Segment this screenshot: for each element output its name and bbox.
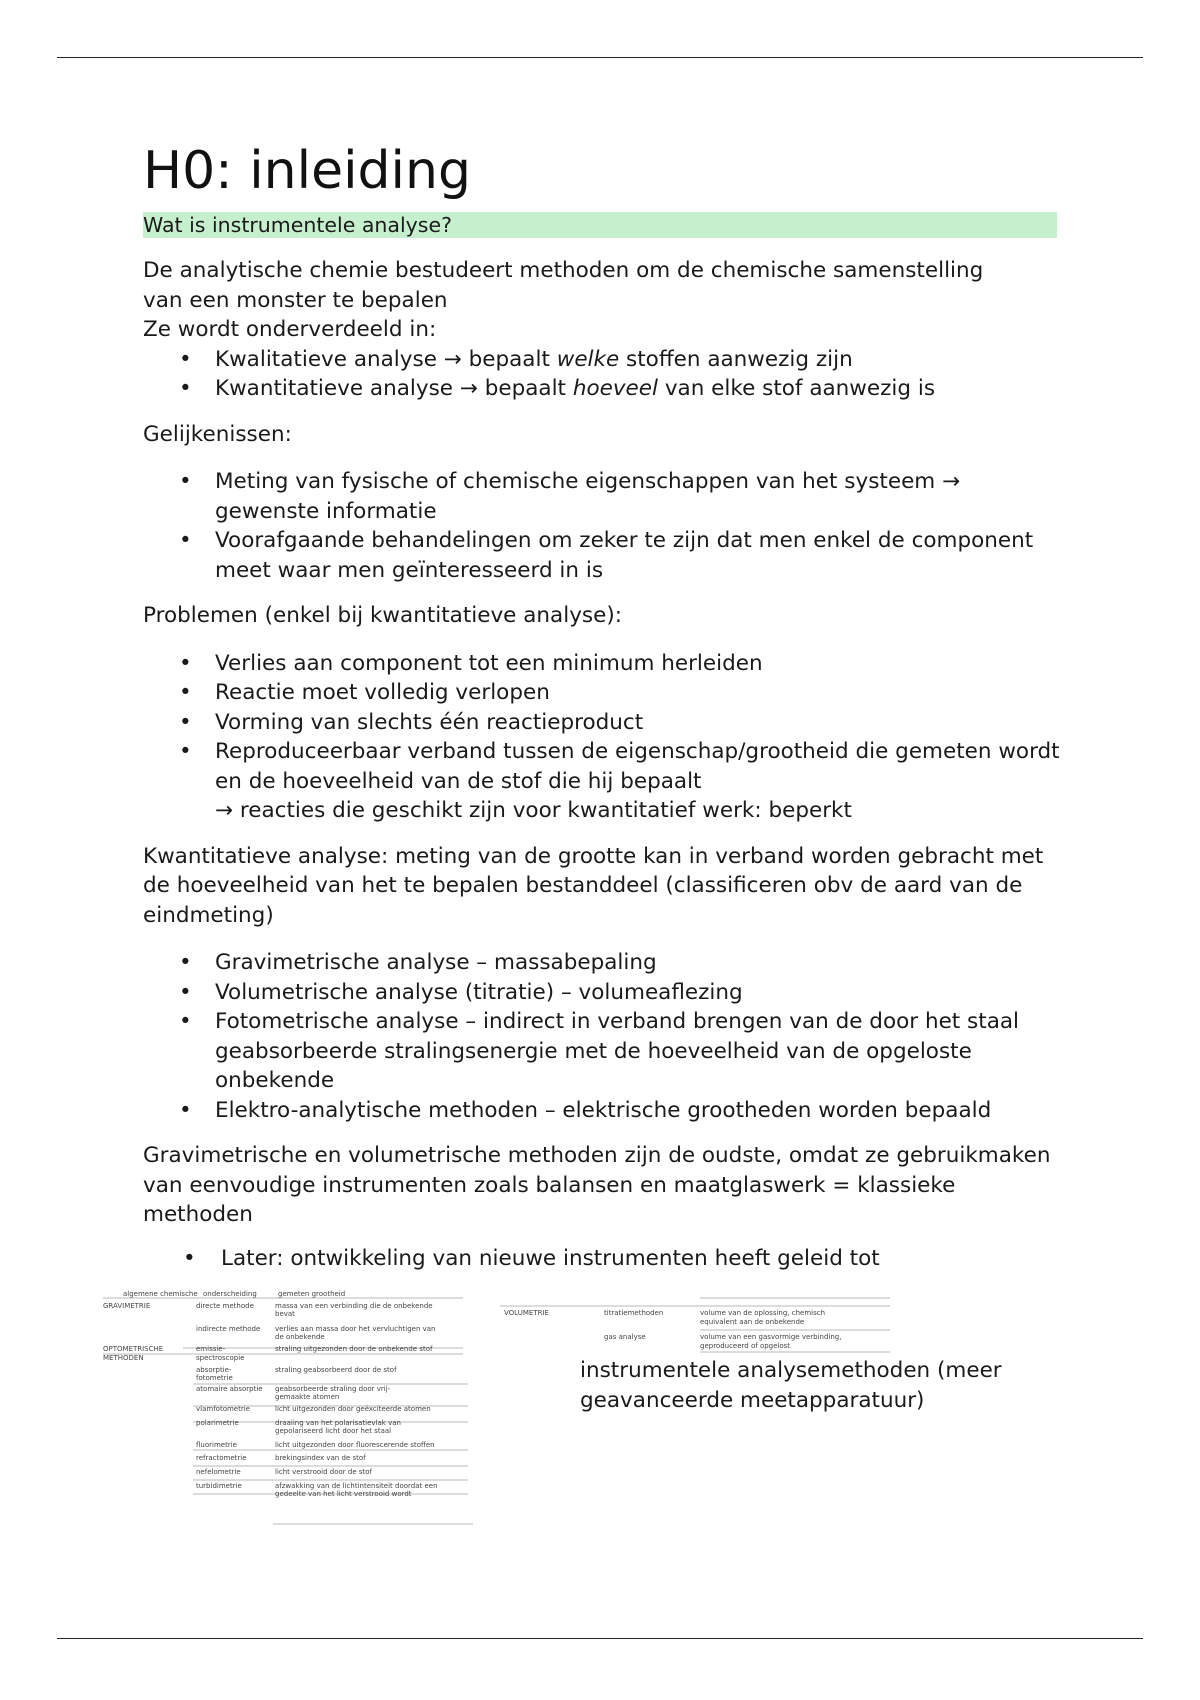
scan-description: brekingsindex van de stof (275, 1454, 366, 1462)
problem-followup: → reacties die geschikt zijn voor kwantitatief werk: beperkt (215, 798, 852, 823)
intro-line-2: van een monster te bepalen (143, 287, 448, 313)
list-item: • Reactie moet volledig verlopen (215, 678, 1063, 708)
scan-method-label: fotometrie (196, 1374, 233, 1382)
list-item: • Fotometrische analyse – indirect in verband brengen van de door het staal geabsorbeerde stralingsenergie met de hoeveelheid van de opgeloste onbekende (215, 1007, 1063, 1096)
list-item: • Vorming van slechts één reactieproduct (215, 708, 1063, 738)
scan-method-label: absorptie- (196, 1366, 232, 1374)
scan-description: licht uitgezonden door fluorescerende stoffen (275, 1441, 435, 1449)
scan-description: draaiing van het polarisatievlak van (275, 1419, 401, 1427)
scan-group-label: VOLUMETRIE (504, 1309, 549, 1317)
list-item: • Volumetrische analyse (titratie) – volumeaflezing (215, 978, 1063, 1008)
scan-method-label: vlamfotometrie (196, 1405, 250, 1413)
intro-line-3: Ze wordt onderverdeeld in: (143, 317, 437, 342)
scan-description: gemaakte atomen (275, 1393, 340, 1401)
scan-method-label: emissie- (196, 1345, 226, 1353)
similarities-heading: Gelijkenissen: (143, 421, 292, 447)
scan-description: verlies aan massa door het vervluchtigen van (275, 1325, 436, 1333)
list-item: • Kwalitatieve analyse → bepaalt welke stoffen aanwezig zijn (215, 345, 1063, 375)
scanned-table-left (103, 1288, 483, 1528)
list-item: • Gravimetrische analyse – massabepaling (215, 948, 1063, 978)
scan-method-label: polarimetrie (196, 1419, 239, 1427)
scan-right-lines (500, 1298, 890, 1352)
scan-description: licht uitgezonden door geëxciteerde atomen (275, 1405, 431, 1413)
classic-paragraph: Gravimetrische en volumetrische methoden zijn de oudste, omdat ze gebruikmaken van eenvoudige instrumenten zoals balansen en maatglaswerk = klassieke methoden (143, 1143, 1051, 1227)
scan-description: massa van een verbinding die de onbekende (275, 1302, 433, 1310)
scan-method-label: titratiemethoden (604, 1309, 664, 1317)
scan-description: gepolariseerd licht door het staal (275, 1427, 392, 1435)
list-item: • Reproduceerbaar verband tussen de eigenschap/grootheid die gemeten wordt en de hoeveelheid van de stof die hij bepaalt → reacties die geschikt zijn voor kwantitatief werk: beperkt (215, 737, 1063, 826)
scanned-table-right (500, 1294, 895, 1356)
scan-method-label: indirecte methode (196, 1325, 261, 1333)
scan-method-label: turbidimetrie (196, 1482, 242, 1490)
scan-method-label: refractometrie (196, 1454, 247, 1462)
list-item: • Kwantitatieve analyse → bepaalt hoeveel van elke stof aanwezig is (215, 374, 1063, 404)
scan-description: straling uitgezonden door de onbekende stof (275, 1345, 433, 1353)
page-title: H0: inleiding (143, 141, 471, 201)
scan-method-label: fluorimetrie (196, 1441, 237, 1449)
scan-description: volume van de oplossing, chemisch (700, 1309, 826, 1317)
scan-description: afzwakking van de lichtintensiteit doordat een (275, 1482, 438, 1490)
scan-description: volume van een gasvormige verbinding, (700, 1333, 842, 1341)
emphasis: welke (556, 346, 620, 372)
list-item: • Meting van fysische of chemische eigenschappen van het systeem → gewenste informatie (215, 467, 1063, 526)
scan-group-label: OPTOMETRISCHE (103, 1345, 164, 1353)
scan-description: geproduceerd of opgelost (700, 1342, 791, 1350)
scan-method-label: spectroscopie (196, 1354, 245, 1362)
scan-method-label: directe methode (196, 1302, 254, 1310)
list-item: • Elektro-analytische methoden – elektrische grootheden worden bepaald (215, 1096, 1063, 1126)
scan-header-cell: onderscheiding (203, 1290, 257, 1298)
problems-list (143, 649, 1063, 826)
list-item: • Verlies aan component tot een minimum herleiden (215, 649, 1063, 679)
scan-method-label: atomaire absorptie (196, 1385, 263, 1393)
section-subheading: Wat is instrumentele analyse? (143, 212, 1057, 238)
scan-right-text (504, 1309, 841, 1350)
footer-rule (57, 1638, 1143, 1639)
scan-description: geabsorbeerde straling door vrij- (275, 1385, 391, 1393)
scan-description: gedeelte van het licht verstrooid wordt (275, 1490, 412, 1498)
scan-group-label: GRAVIMETRIE (103, 1302, 151, 1310)
scan-left-text (103, 1290, 438, 1498)
scan-method-label: nefelometrie (196, 1468, 241, 1476)
scan-description: equivalent aan de onbekende (700, 1318, 805, 1326)
scan-description: de onbekende (275, 1333, 325, 1341)
scan-group-label: METHODEN (103, 1354, 144, 1362)
document-body (143, 140, 1063, 1273)
similarities-list (143, 467, 1063, 585)
scan-method-label: gas analyse (604, 1333, 646, 1341)
instrumental-methods-text: instrumentele analysemethoden (meer geavanceerde meetapparatuur) (580, 1358, 1002, 1413)
intro-line-1: De analytische chemie bestudeert methoden om de chemische samenstelling (143, 258, 984, 283)
later-list-item: • Later: ontwikkeling van nieuwe instrumenten heeft geleid tot (143, 1244, 1063, 1274)
emphasis: hoeveel (572, 376, 658, 401)
quantitative-paragraph: Kwantitatieve analyse: meting van de grootte kan in verband worden gebracht met de hoeveelheid van het te bepalen bestanddeel (classificeren obv de aard van de eindmeting) (143, 843, 1044, 928)
scan-description: straling geabsorbeerd door de stof (275, 1366, 397, 1374)
header-rule (57, 57, 1143, 58)
methods-list (143, 948, 1063, 1125)
problems-heading: Problemen (enkel bij kwantitatieve analyse): (143, 603, 622, 628)
scan-header-cell: gemeten grootheid (278, 1290, 346, 1298)
analysis-types-list (143, 345, 1063, 404)
scan-description: licht verstrooid door de stof (275, 1468, 372, 1476)
list-item: • Voorafgaande behandelingen om zeker te zijn dat men enkel de component meet waar men geïnteresseerd in is (215, 526, 1063, 585)
scan-header-cell: algemene chemische (123, 1290, 198, 1298)
scan-description: bevat (275, 1310, 295, 1318)
